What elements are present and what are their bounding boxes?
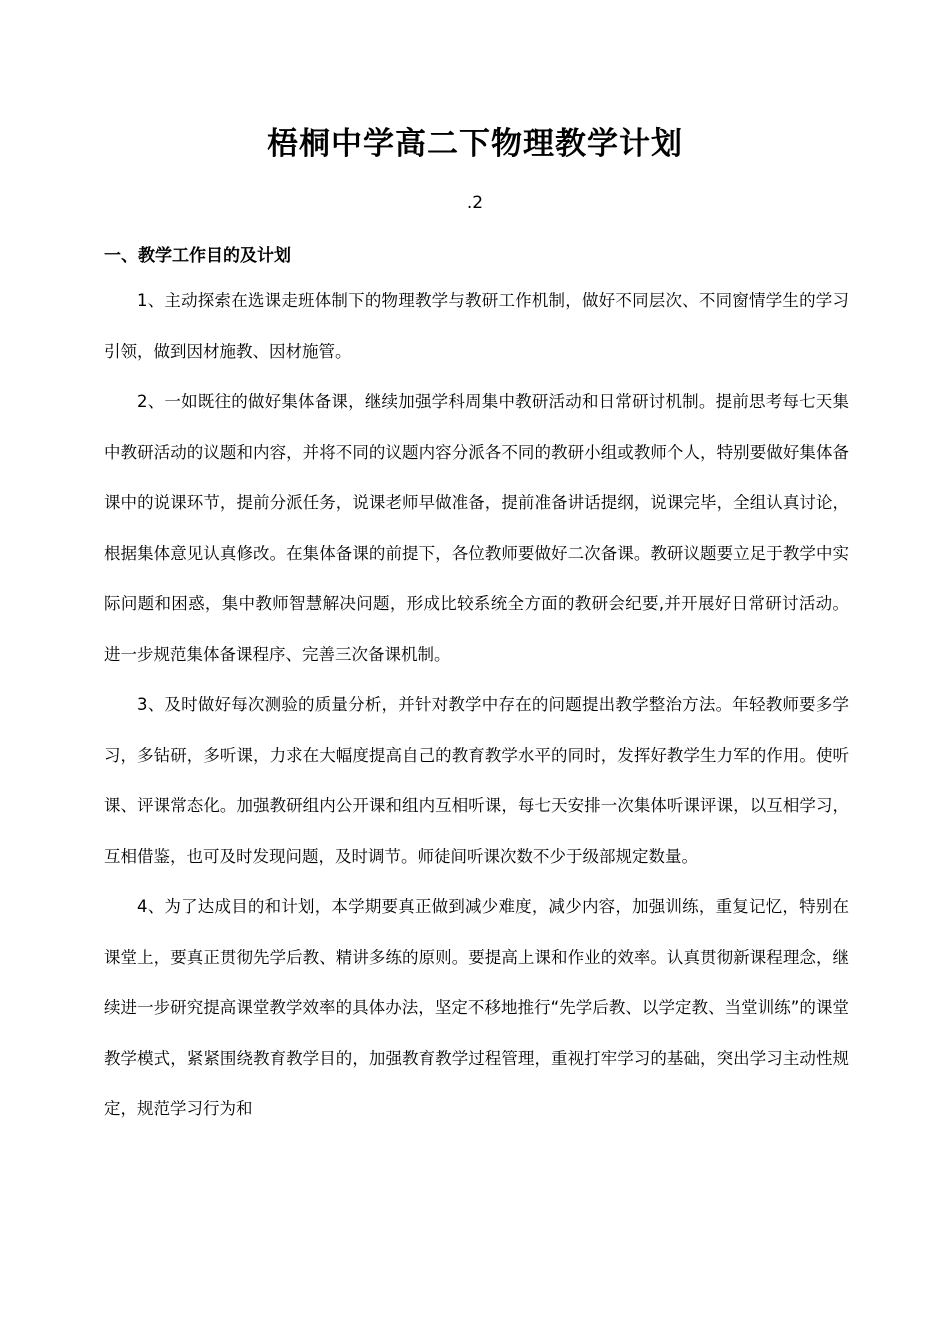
document-title: 梧桐中学高二下物理教学计划 [267, 126, 683, 162]
document-subtitle: .2 [466, 193, 484, 213]
paragraph-1: 1、主动探索在选课走班体制下的物理教学与教研工作机制，做好不同层次、不同窗情学生的学习引领，做到因材施教、因材施管。 [104, 291, 849, 361]
section-heading: 一、教学工作目的及计划 [104, 246, 291, 266]
paragraph-3: 3、及时做好每次测验的质量分析，并针对教学中存在的问题提出教学整治方法。年轻教师要多学习，多钻研，多听课，力求在大幅度提高自己的教育教学水平的同时，发挥好教学生力军的作用。使听课、评课常态化。加强教研组内公开课和组内互相听课，每七天安排一次集体听课评课，以互相学习，互相借鉴，也可及时发现问题，及时调节。师徒间听课次数不少于级部规定数量。 [104, 695, 849, 866]
body-text [104, 276, 849, 1135]
paragraph-4: 4、为了达成目的和计划，本学期要真正做到减少难度，减少内容，加强训练，重复记忆，特别在课堂上，要真正贯彻先学后教、精讲多练的原则。要提高上课和作业的效率。认真贯彻新课程理念，继续进一步研究提高课堂教学效率的具体办法，坚定不移地推行“先学后教、以学定教、当堂训练”的课堂教学模式，紧紧围绕教育教学目的，加强教育教学过程管理，重视打牢学习的基础，突出学习主动性规定，规范学习行为和 [104, 897, 849, 1118]
paragraph-2: 2、一如既往的做好集体备课，继续加强学科周集中教研活动和日常研讨机制。提前思考每七天集中教研活动的议题和内容，并将不同的议题内容分派各不同的教研小组或教师个人，特别要做好集体备课中的说课环节，提前分派任务，说课老师早做准备，提前准备讲话提纲，说课完毕，全组认真讨论，根据集体意见认真修改。在集体备课的前提下，各位教师要做好二次备课。教研议题要立足于教学中实际问题和困惑，集中教师智慧解决问题，形成比较系统全方面的教研会纪要,并开展好日常研讨活动。进一步规范集体备课程序、完善三次备课机制。 [104, 392, 849, 664]
